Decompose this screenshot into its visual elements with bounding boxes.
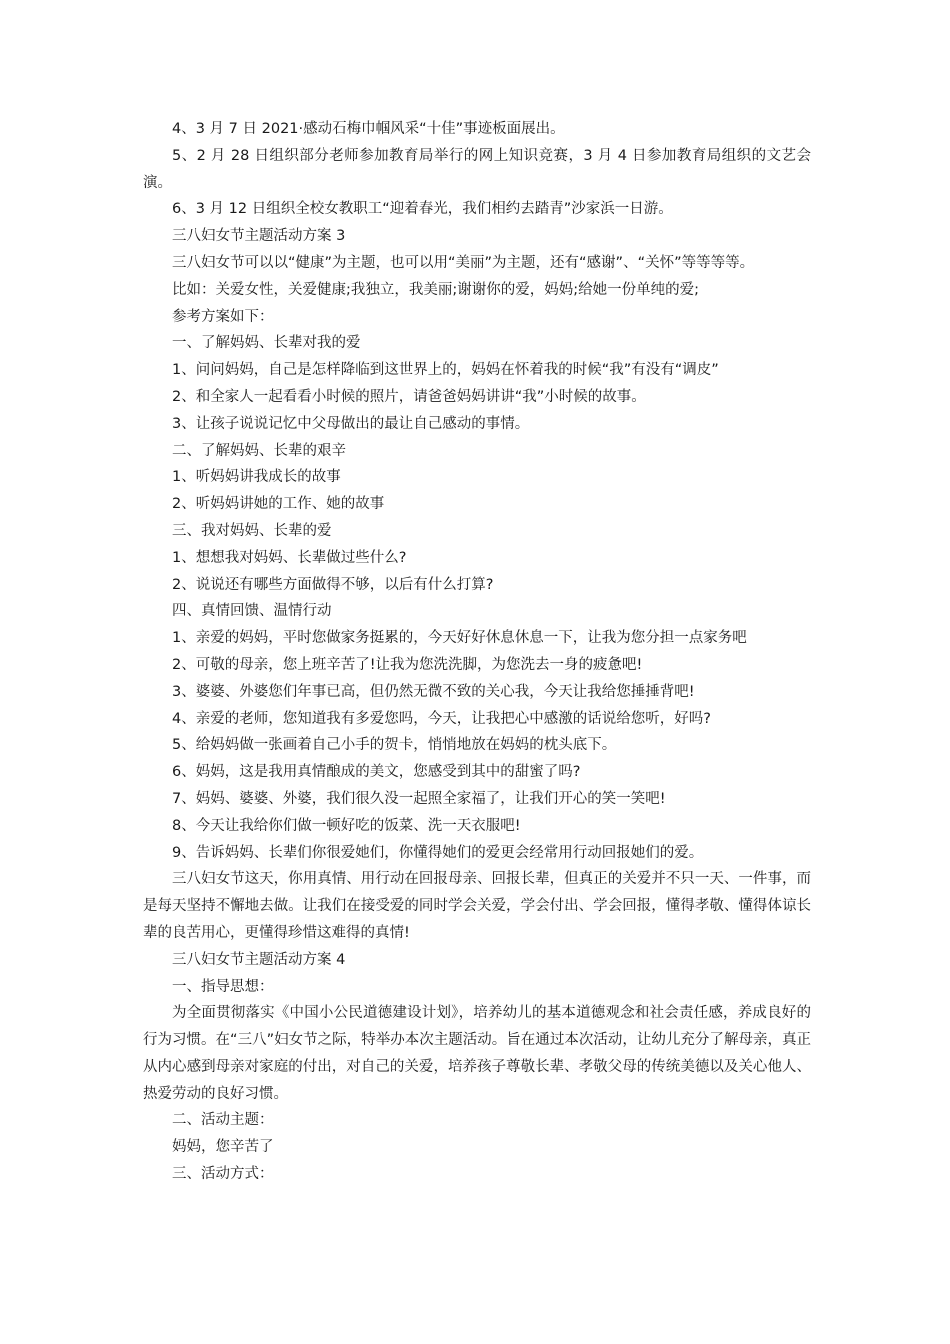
list-item: 7、妈妈、婆婆、外婆，我们很久没一起照全家福了，让我们开心的笑一笑吧! (172, 790, 666, 807)
paragraph: 妈妈，您辛苦了 (172, 1139, 274, 1156)
subheading: 三、我对妈妈、长辈的爱 (172, 522, 332, 539)
list-item: 2、说说还有哪些方面做得不够，以后有什么打算? (172, 576, 494, 593)
paragraph: 三八妇女节这天，你用真情、用行动在回报母亲、回报长辈，但真正的关爱并不只一天、一件事，而是每天坚持不懈地去做。让我们在接受爱的同时学会关爱，学会付出、学会回报，懂得孝敬、懂得体谅长辈的良苦用心，更懂得珍惜这难得的真情! (143, 871, 811, 941)
list-item: 3、让孩子说说记忆中父母做出的最让自己感动的事情。 (172, 415, 530, 432)
list-item: 1、想想我对妈妈、长辈做过些什么? (172, 549, 407, 566)
subheading: 三、活动方式： (172, 1166, 274, 1183)
list-item: 1、问问妈妈，自己是怎样降临到这世界上的，妈妈在怀着我的时候“我”有没有“调皮” (172, 362, 719, 379)
subheading: 一、指导思想： (172, 978, 274, 995)
paragraph: 5、2 月 28 日组织部分老师参加教育局举行的网上知识竞赛，3 月 4 日参加教育局组织的文艺会演。 (143, 147, 811, 191)
paragraph: 比如：关爱女性，关爱健康;我独立，我美丽;谢谢你的爱，妈妈;给她一份单纯的爱; (172, 281, 700, 298)
list-item: 9、告诉妈妈、长辈们你很爱她们，你懂得她们的爱更会经常用行动回报她们的爱。 (172, 844, 704, 861)
list-item: 1、亲爱的妈妈，平时您做家务挺累的，今天好好休息休息一下，让我为您分担一点家务吧 (172, 630, 747, 647)
document-page (143, 116, 811, 1188)
paragraph: 为全面贯彻落实《中国小公民道德建设计划》，培养幼儿的基本道德观念和社会责任感，养成良好的行为习惯。在“三八”妇女节之际，特举办本次主题活动。旨在通过本次活动，让幼儿充分了解母亲，真正从内心感到母亲对家庭的付出，对自己的关爱，培养孩子尊敬长辈、孝敬父母的传统美德以及关心他人、热爱劳动的良好习惯。 (143, 1005, 811, 1102)
list-item: 2、可敬的母亲，您上班辛苦了!让我为您洗洗脚，为您洗去一身的疲惫吧! (172, 656, 643, 673)
section-heading: 三八妇女节主题活动方案 3 (172, 228, 346, 245)
paragraph: 6、3 月 12 日组织全校女教职工“迎着春光，我们相约去踏青”沙家浜一日游。 (172, 201, 673, 218)
paragraph: 参考方案如下： (172, 308, 274, 325)
list-item: 3、婆婆、外婆您们年事已高，但仍然无微不致的关心我，今天让我给您捶捶背吧! (172, 683, 695, 700)
list-item: 1、听妈妈讲我成长的故事 (172, 469, 341, 486)
subheading: 二、了解妈妈、长辈的艰辛 (172, 442, 346, 459)
paragraph: 4、3 月 7 日 2021·感动石梅巾帼风采“十佳”事迹板面展出。 (172, 121, 565, 137)
subheading: 四、真情回馈、温情行动 (172, 603, 332, 620)
paragraph: 三八妇女节可以以“健康”为主题，也可以用“美丽”为主题，还有“感谢”、“关怀”等等等等。 (172, 254, 755, 271)
list-item: 4、亲爱的老师，您知道我有多爱您吗，今天，让我把心中感激的话说给您听，好吗? (172, 710, 711, 727)
list-item: 6、妈妈，这是我用真情酿成的美文，您感受到其中的甜蜜了吗? (172, 764, 581, 781)
list-item: 5、给妈妈做一张画着自己小手的贺卡，悄悄地放在妈妈的枕头底下。 (172, 737, 617, 754)
section-heading: 三八妇女节主题活动方案 4 (172, 951, 346, 968)
list-item: 2、和全家人一起看看小时候的照片，请爸爸妈妈讲讲“我”小时候的故事。 (172, 388, 646, 405)
list-item: 8、今天让我给你们做一顿好吃的饭菜、洗一天衣服吧! (172, 817, 521, 834)
subheading: 一、了解妈妈、长辈对我的爱 (172, 335, 361, 352)
list-item: 2、听妈妈讲她的工作、她的故事 (172, 496, 385, 513)
subheading: 二、活动主题： (172, 1112, 274, 1129)
